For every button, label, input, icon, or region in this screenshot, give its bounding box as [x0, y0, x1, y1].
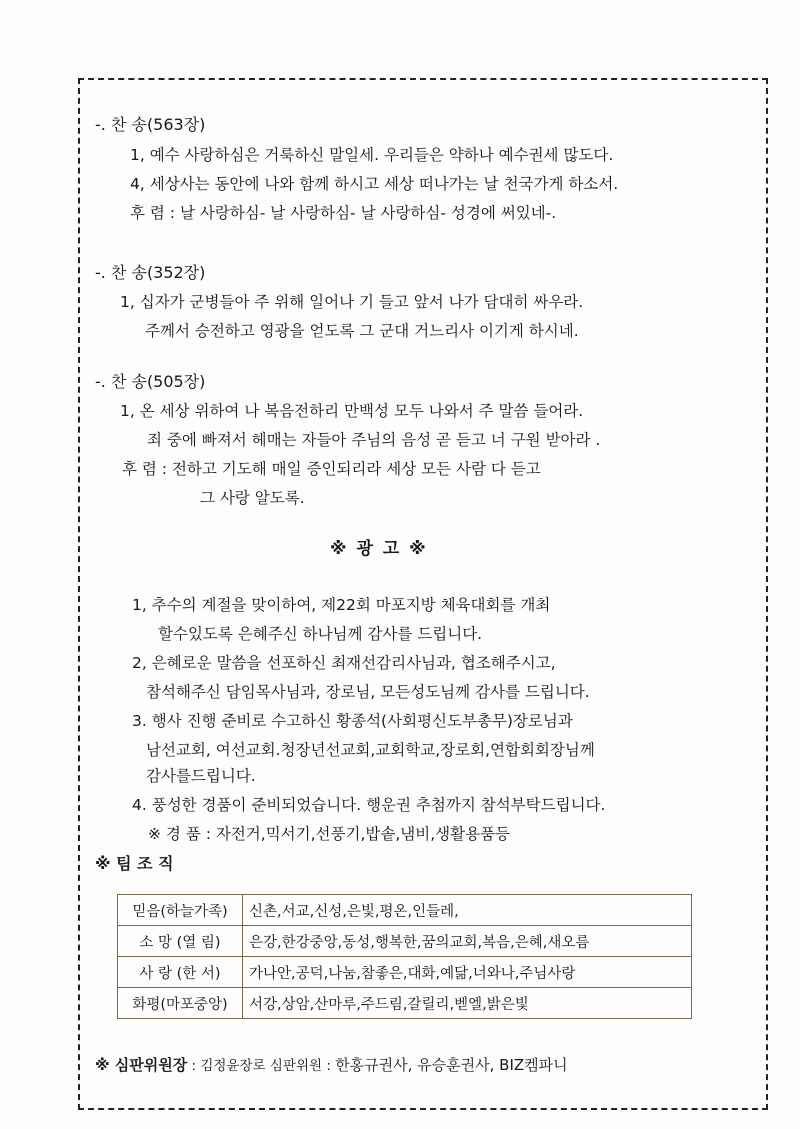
hymn-505-refrain-cont: 그 사랑 알도록. [200, 489, 305, 507]
team-members: 신촌,서교,신성,은빛,평온,인들레, [243, 895, 692, 926]
team-members: 가나안,공덕,나눔,참좋은,대화,예닮,너와나,주님사랑 [243, 957, 692, 988]
hymn-352-verse-1-cont: 주께서 승전하고 영광을 얻도록 그 군대 거느리사 이기게 하시네. [145, 322, 579, 340]
table-row [118, 926, 692, 957]
hymn-563-header: -. 찬 송(563장) [95, 115, 206, 134]
announcement-3: 3. 행사 진행 준비로 수고하신 황종석(사회평신도부총무)장로님과 [132, 712, 573, 730]
table-row [118, 957, 692, 988]
team-members: 은강,한강중앙,동성,행복한,꿈의교회,복음,은혜,새오름 [243, 926, 692, 957]
hymn-563-refrain: 후 렴 : 날 사랑하심- 날 사랑하심- 날 사랑하심- 성경에 써있네-. [130, 204, 557, 222]
announcement-prizes: ※ 경 품 : 자전거,믹서기,선풍기,밥솥,냄비,생활용품등 [148, 825, 511, 843]
announcement-2-cont: 참석해주신 담임목사님과, 장로님, 모든성도님께 감사를 드립니다. [146, 683, 590, 701]
judges-line [95, 1055, 568, 1076]
team-members: 서강,상암,산마루,주드림,갈릴리,벧엘,밝은빛 [243, 988, 692, 1019]
hymn-505-verse-1-cont: 죄 중에 빠져서 헤매는 자들아 주님의 음성 곧 듣고 너 구원 받아라 . [147, 431, 601, 449]
announcement-2: 2, 은혜로운 말씀을 선포하신 최재선감리사님과, 협조해주시고, [132, 654, 556, 672]
announcements-title: ※ 광 고 ※ [330, 539, 428, 559]
hymn-505-verse-1: 1, 온 세상 위하여 나 복음전하리 만백성 모두 나와서 주 말씀 들어라. [120, 402, 584, 420]
team-name: 믿음(하늘가족) [118, 895, 243, 926]
teams-table [117, 894, 692, 1019]
announcement-1: 1, 추수의 계절을 맞이하여, 제22회 마포지방 체육대회를 개최 [132, 596, 551, 614]
announcement-1-cont: 할수있도록 은혜주신 하나님께 감사를 드립니다. [158, 625, 483, 643]
team-name: 사 랑 (한 서) [118, 957, 243, 988]
hymn-352-verse-1: 1, 십자가 군병들아 주 위해 일어나 기 들고 앞서 나가 담대히 싸우라. [120, 293, 584, 311]
teams-header: ※ 팀 조 직 [95, 854, 174, 873]
judges-chief: : 김정윤장로 심판위원 : [187, 1058, 336, 1074]
announcement-3-cont-2: 감사를드립니다. [146, 767, 256, 785]
announcement-4: 4. 풍성한 경품이 준비되었습니다. 행운권 추첨까지 참석부탁드립니다. [132, 796, 606, 814]
hymn-563-verse-4: 4, 세상사는 동안에 나와 함께 하시고 세상 떠나가는 날 천국가게 하소서. [130, 175, 619, 193]
judges-members: 한홍규권사, 유승훈권사, BIZ켐파니 [335, 1056, 568, 1074]
hymn-352-header: -. 찬 송(352장) [95, 263, 206, 282]
table-row [118, 988, 692, 1019]
table-row [118, 895, 692, 926]
hymn-505-header: -. 찬 송(505장) [95, 372, 206, 391]
hymn-563-verse-1: 1, 예수 사랑하심은 거룩하신 말일세. 우리들은 약하나 예수권세 많도다. [130, 146, 614, 164]
team-name: 소 망 (열 림) [118, 926, 243, 957]
team-name: 화평(마포중앙) [118, 988, 243, 1019]
hymn-505-refrain: 후 렴 : 전하고 기도해 매일 증인되리라 세상 모든 사람 다 듣고 [122, 460, 541, 478]
judges-label: ※ 심판위원장 [95, 1056, 188, 1074]
announcement-3-cont: 남선교회, 여선교회.청장년선교회,교회학교,장로회,연합회회장님께 [146, 741, 595, 759]
